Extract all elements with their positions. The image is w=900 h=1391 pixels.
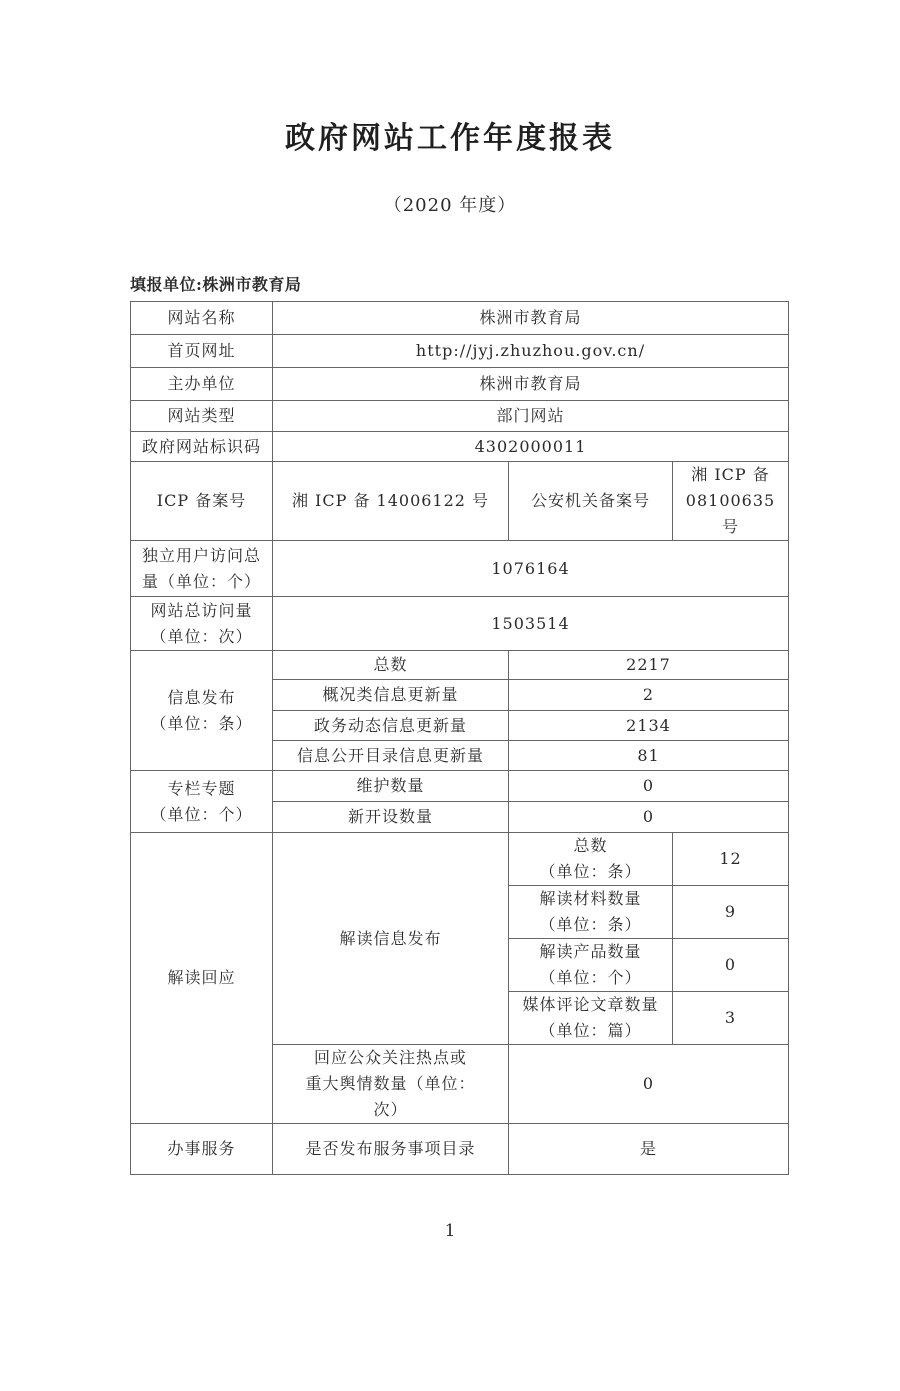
page-number: 1 xyxy=(444,1221,456,1241)
columns-new-label: 新开设数量 xyxy=(273,802,509,833)
info-catalog-value: 81 xyxy=(509,741,789,771)
interpretation-publish-label: 解读信息发布 xyxy=(273,833,509,1045)
public-response-label-line3: 次） xyxy=(373,1100,408,1119)
special-columns-label-line2: （单位：个） xyxy=(150,804,253,824)
table-row-site-type xyxy=(131,401,789,432)
interp-product-label-line1: 解读产品数量 xyxy=(539,942,642,961)
special-columns-section-label xyxy=(131,771,273,833)
info-publish-label-line2: （单位：条） xyxy=(150,713,253,733)
police-record-value xyxy=(673,462,789,541)
site-name-value: 株洲市教育局 xyxy=(273,302,789,335)
interp-total-value: 12 xyxy=(673,833,789,886)
police-record-label: 公安机关备案号 xyxy=(509,462,673,541)
organizer-label: 主办单位 xyxy=(131,368,273,401)
table-row-services xyxy=(131,1124,789,1175)
interp-material-label-line1: 解读材料数量 xyxy=(539,889,642,908)
info-catalog-label: 信息公开目录信息更新量 xyxy=(273,741,509,771)
total-visits-label-line1: 网站总访问量 xyxy=(150,600,253,620)
table-row-info-total xyxy=(131,651,789,680)
interp-material-value: 9 xyxy=(673,886,789,939)
unique-visitors-label-line1: 独立用户访问总 xyxy=(141,545,261,565)
icp-value: 湘 ICP 备 14006122 号 xyxy=(273,462,509,541)
table-row-organizer xyxy=(131,368,789,401)
info-total-label: 总数 xyxy=(273,651,509,680)
interp-total-label-line1: 总数 xyxy=(573,836,608,855)
total-visits-value: 1503514 xyxy=(273,597,789,651)
reporter-label: 填报单位:株洲市教育局 xyxy=(130,275,302,294)
interp-product-label xyxy=(509,939,673,992)
site-type-value: 部门网站 xyxy=(273,401,789,432)
total-visits-label xyxy=(131,597,273,651)
services-section-label: 办事服务 xyxy=(131,1124,273,1175)
unique-visitors-label-line2: 量（单位：个） xyxy=(141,571,261,591)
page-subtitle: （2020 年度） xyxy=(383,195,517,216)
interp-media-label xyxy=(509,992,673,1045)
table-row-total-visits xyxy=(131,597,789,651)
site-type-label: 网站类型 xyxy=(131,401,273,432)
interp-media-label-line1: 媒体评论文章数量 xyxy=(522,995,659,1014)
interp-material-label xyxy=(509,886,673,939)
columns-maintained-value: 0 xyxy=(509,771,789,802)
site-code-label: 政府网站标识码 xyxy=(131,432,273,462)
public-response-label-line1: 回应公众关注热点或 xyxy=(313,1048,467,1067)
interpretation-section-label: 解读回应 xyxy=(131,833,273,1124)
interp-total-label-line2: （单位：条） xyxy=(539,862,642,881)
police-record-value-line1: 湘 ICP 备 xyxy=(691,465,770,484)
services-catalog-value: 是 xyxy=(509,1124,789,1175)
interp-media-value: 3 xyxy=(673,992,789,1045)
info-publish-label-line1: 信息发布 xyxy=(167,687,236,707)
public-response-value: 0 xyxy=(509,1045,789,1124)
page-title: 政府网站工作年度报表 xyxy=(285,121,615,156)
home-url-label: 首页网址 xyxy=(131,335,273,368)
interp-product-label-line2: （单位：个） xyxy=(539,968,642,987)
columns-maintained-label: 维护数量 xyxy=(273,771,509,802)
table-row-columns-maintained xyxy=(131,771,789,802)
interp-total-label xyxy=(509,833,673,886)
icp-label: ICP 备案号 xyxy=(131,462,273,541)
special-columns-label-line1: 专栏专题 xyxy=(167,778,236,798)
police-record-value-line2: 08100635 号 xyxy=(685,491,776,536)
info-news-value: 2134 xyxy=(509,711,789,741)
info-total-value: 2217 xyxy=(509,651,789,680)
interp-product-value: 0 xyxy=(673,939,789,992)
table-row-icp xyxy=(131,462,789,541)
site-name-label: 网站名称 xyxy=(131,302,273,335)
table-row-interp-total xyxy=(131,833,789,886)
total-visits-label-line2: （单位：次） xyxy=(150,626,253,646)
home-url-value: http://jyj.zhuzhou.gov.cn/ xyxy=(273,335,789,368)
site-code-value: 4302000011 xyxy=(273,432,789,462)
unique-visitors-value: 1076164 xyxy=(273,541,789,597)
table-row-home-url xyxy=(131,335,789,368)
annual-report-table xyxy=(130,301,789,1175)
table-row-site-name xyxy=(131,302,789,335)
services-catalog-label: 是否发布服务事项目录 xyxy=(273,1124,509,1175)
info-overview-label: 概况类信息更新量 xyxy=(273,680,509,711)
public-response-label xyxy=(273,1045,509,1124)
info-publish-section-label xyxy=(131,651,273,771)
info-overview-value: 2 xyxy=(509,680,789,711)
public-response-label-line2: 重大舆情数量（单位： xyxy=(305,1074,476,1093)
columns-new-value: 0 xyxy=(509,802,789,833)
interp-material-label-line2: （单位：条） xyxy=(539,915,642,934)
unique-visitors-label xyxy=(131,541,273,597)
organizer-value: 株洲市教育局 xyxy=(273,368,789,401)
info-news-label: 政务动态信息更新量 xyxy=(273,711,509,741)
table-row-unique-visitors xyxy=(131,541,789,597)
interp-media-label-line2: （单位：篇） xyxy=(539,1021,642,1040)
table-row-site-code xyxy=(131,432,789,462)
